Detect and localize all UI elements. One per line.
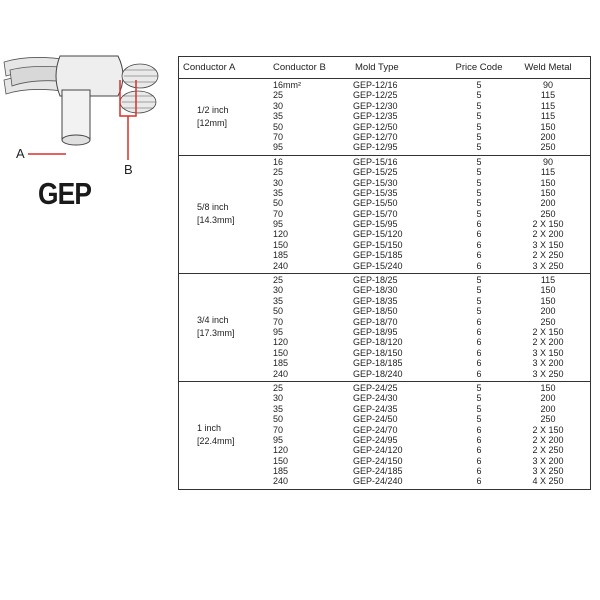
conductor-a-label [197, 314, 235, 340]
mold-type-cell: GEP-24/95 [353, 434, 398, 445]
conductor-a-label [197, 104, 229, 130]
weld-metal-cell: 150 [540, 121, 556, 132]
conductor-b-cell: 150 [273, 239, 289, 250]
header-conductor-b: Conductor B [273, 62, 326, 73]
mold-type-cell: GEP-15/150 [353, 239, 403, 250]
weld-metal-cell: 2 X 250 [532, 250, 564, 261]
conductor-b-cell: 120 [273, 445, 289, 456]
weld-metal-cell: 90 [542, 156, 553, 167]
weld-metal-cell: 150 [540, 187, 556, 198]
conductor-b-cell: 185 [273, 358, 289, 369]
table-row [179, 327, 590, 337]
table-row [179, 132, 590, 142]
table-row [179, 414, 590, 424]
mold-type-cell: GEP-15/35 [353, 187, 398, 198]
table-row [179, 188, 590, 198]
price-code-cell: 6 [476, 445, 482, 456]
weld-metal-cell: 3 X 150 [532, 347, 564, 358]
conductor-a-cell [179, 296, 273, 306]
weld-metal-cell: 200 [540, 403, 556, 414]
mold-type-cell: GEP-12/16 [353, 80, 398, 90]
price-code-cell: 5 [476, 167, 482, 178]
conductor-a-cell [179, 404, 273, 414]
weld-metal-cell: 150 [540, 285, 556, 296]
table-row [179, 369, 590, 379]
weld-metal-cell: 200 [540, 306, 556, 317]
conductor-b-cell: 120 [273, 229, 289, 240]
conductor-b-cell: 120 [273, 337, 289, 348]
table-row [179, 209, 590, 219]
conductor-b-cell: 25 [273, 275, 284, 286]
table-row [179, 317, 590, 327]
weld-metal-cell: 115 [540, 100, 556, 111]
price-code-cell: 6 [476, 260, 482, 271]
mold-type-cell: GEP-15/30 [353, 177, 398, 188]
conductor-b-cell: 70 [273, 208, 284, 219]
mold-type-cell: GEP-18/30 [353, 285, 398, 296]
mold-type-cell: GEP-15/25 [353, 167, 398, 178]
weld-metal-cell: 3 X 200 [532, 358, 564, 369]
price-code-cell: 5 [476, 208, 482, 219]
conductor-a-cell [179, 188, 273, 198]
conductor-a-cell [179, 132, 273, 142]
conductor-a-group [179, 274, 590, 382]
conductor-b-cell: 150 [273, 455, 289, 466]
price-code-cell: 5 [476, 306, 482, 317]
conductor-a-metric: [14.3mm] [197, 215, 235, 226]
conductor-b-cell: 185 [273, 466, 289, 477]
table-row [179, 466, 590, 476]
table-row [179, 219, 590, 229]
price-code-cell: 5 [476, 187, 482, 198]
price-code-cell: 6 [476, 466, 482, 477]
conductor-a-cell [179, 369, 273, 379]
table-row [179, 90, 590, 100]
conductor-b-cell: 16 [273, 156, 284, 167]
conductor-a-metric: [22.4mm] [197, 436, 235, 447]
mold-type-cell: GEP-24/120 [353, 445, 403, 456]
table-row [179, 456, 590, 466]
mold-type-cell: GEP-24/25 [353, 382, 398, 393]
price-code-cell: 6 [476, 229, 482, 240]
weld-metal-cell: 2 X 200 [532, 434, 564, 445]
price-code-cell: 5 [476, 121, 482, 132]
price-code-cell: 6 [476, 434, 482, 445]
weld-metal-cell: 115 [540, 90, 556, 101]
mold-type-cell: GEP-24/150 [353, 455, 403, 466]
price-code-cell: 6 [476, 476, 482, 487]
conductor-a-cell [179, 167, 273, 177]
mold-type-cell: GEP-18/95 [353, 326, 398, 337]
price-code-cell: 6 [476, 326, 482, 337]
conductor-a-group [179, 382, 590, 489]
table-row [179, 250, 590, 260]
conductor-b-cell: 25 [273, 167, 284, 178]
weld-metal-cell: 3 X 150 [532, 239, 564, 250]
weld-metal-cell: 250 [540, 208, 556, 219]
table-row [179, 358, 590, 368]
table-row [179, 425, 590, 435]
mold-type-cell: GEP-12/35 [353, 111, 398, 122]
weld-metal-cell: 3 X 250 [532, 466, 564, 477]
table-row [179, 404, 590, 414]
weld-metal-cell: 2 X 150 [532, 424, 564, 435]
conductor-a-cell [179, 383, 273, 393]
spec-table [178, 56, 591, 490]
weld-metal-cell: 250 [540, 316, 556, 327]
price-code-cell: 6 [476, 239, 482, 250]
mold-type-cell: GEP-15/185 [353, 250, 403, 261]
conductor-b-cell: 30 [273, 100, 284, 111]
mold-type-cell: GEP-12/50 [353, 121, 398, 132]
product-name: GEP [38, 176, 92, 211]
price-code-cell: 5 [476, 100, 482, 111]
price-code-cell: 6 [476, 455, 482, 466]
mold-type-cell: GEP-18/240 [353, 368, 403, 379]
table-row [179, 435, 590, 445]
conductor-a-size: 3/4 inch [197, 315, 229, 326]
conductor-a-cell [179, 80, 273, 90]
mold-type-cell: GEP-24/50 [353, 414, 398, 425]
table-header [179, 57, 590, 79]
mold-type-cell: GEP-15/16 [353, 156, 398, 167]
mold-type-cell: GEP-24/30 [353, 393, 398, 404]
table-row [179, 261, 590, 271]
mold-type-cell: GEP-15/70 [353, 208, 398, 219]
table-row [179, 80, 590, 90]
mold-type-cell: GEP-15/50 [353, 198, 398, 209]
table-row [179, 178, 590, 188]
label-a: A [16, 146, 25, 161]
conductor-b-cell: 240 [273, 368, 289, 379]
price-code-cell: 5 [476, 80, 482, 90]
header-conductor-a: Conductor A [183, 62, 236, 73]
table-row [179, 337, 590, 347]
mold-type-cell: GEP-24/35 [353, 403, 398, 414]
weld-metal-cell: 150 [540, 177, 556, 188]
weld-metal-cell: 115 [540, 275, 556, 286]
conductor-a-cell [179, 142, 273, 152]
conductor-b-cell: 95 [273, 434, 284, 445]
conductor-b-cell: 25 [273, 90, 284, 101]
conductor-a-cell [179, 157, 273, 167]
conductor-a-cell [179, 285, 273, 295]
price-code-cell: 6 [476, 316, 482, 327]
table-row [179, 296, 590, 306]
mold-type-cell: GEP-24/185 [353, 466, 403, 477]
conductor-a-label [197, 201, 235, 227]
weld-metal-cell: 2 X 200 [532, 229, 564, 240]
mold-type-cell: GEP-15/120 [353, 229, 403, 240]
conductor-b-cell: 95 [273, 142, 284, 153]
price-code-cell: 5 [476, 393, 482, 404]
mold-type-cell: GEP-12/30 [353, 100, 398, 111]
conductor-a-size: 5/8 inch [197, 202, 229, 213]
conductor-b-cell: 35 [273, 295, 284, 306]
conductor-a-size: 1 inch [197, 423, 222, 434]
conductor-b-cell: 95 [273, 326, 284, 337]
weld-metal-cell: 200 [540, 393, 556, 404]
table-row [179, 167, 590, 177]
price-code-cell: 6 [476, 368, 482, 379]
conductor-b-cell: 185 [273, 250, 289, 261]
conductor-b-cell: 70 [273, 316, 284, 327]
conductor-b-cell: 35 [273, 187, 284, 198]
conductor-a-metric: [17.3mm] [197, 328, 235, 339]
weld-metal-cell: 200 [540, 198, 556, 209]
table-row [179, 476, 590, 486]
conductor-a-metric: [12mm] [197, 117, 228, 128]
price-code-cell: 6 [476, 337, 482, 348]
table-row [179, 306, 590, 316]
conductor-a-cell [179, 90, 273, 100]
price-code-cell: 5 [476, 275, 482, 286]
table-row [179, 122, 590, 132]
price-code-cell: 5 [476, 382, 482, 393]
conductor-a-cell [179, 456, 273, 466]
table-row [179, 142, 590, 152]
price-code-cell: 5 [476, 403, 482, 414]
weld-metal-cell: 150 [540, 382, 556, 393]
mold-type-cell: GEP-24/240 [353, 476, 403, 487]
conductor-connection-drawing [0, 40, 178, 180]
header-mold-type: Mold Type [355, 62, 399, 73]
mold-type-cell: GEP-18/35 [353, 295, 398, 306]
weld-metal-cell: 3 X 250 [532, 260, 564, 271]
conductor-b-cell: 35 [273, 403, 284, 414]
table-row [179, 383, 590, 393]
table-row [179, 229, 590, 239]
weld-metal-cell: 3 X 200 [532, 455, 564, 466]
conductor-b-cell: 16mm² [273, 80, 302, 90]
conductor-a-group [179, 79, 590, 156]
weld-metal-cell: 250 [540, 414, 556, 425]
weld-metal-cell: 4 X 250 [532, 476, 564, 487]
table-row [179, 275, 590, 285]
conductor-b-cell: 30 [273, 393, 284, 404]
conductor-b-cell: 50 [273, 121, 284, 132]
conductor-b-cell: 25 [273, 382, 284, 393]
conductor-b-cell: 70 [273, 424, 284, 435]
conductor-b-cell: 50 [273, 306, 284, 317]
conductor-a-cell [179, 393, 273, 403]
weld-metal-cell: 3 X 250 [532, 368, 564, 379]
mold-type-cell: GEP-18/25 [353, 275, 398, 286]
weld-metal-cell: 200 [540, 131, 556, 142]
conductor-a-cell [179, 178, 273, 188]
conductor-b-cell: 70 [273, 131, 284, 142]
label-b: B [124, 162, 133, 177]
table-row [179, 101, 590, 111]
conductor-b-cell: 30 [273, 177, 284, 188]
weld-metal-cell: 90 [542, 80, 553, 90]
weld-metal-cell: 2 X 150 [532, 326, 564, 337]
table-row [179, 111, 590, 121]
price-code-cell: 6 [476, 358, 482, 369]
conductor-a-label [197, 422, 235, 448]
conductor-a-cell [179, 358, 273, 368]
conductor-b-cell: 30 [273, 285, 284, 296]
mold-type-cell: GEP-18/120 [353, 337, 403, 348]
header-price-code: Price Code [455, 62, 503, 73]
mold-type-cell: GEP-12/95 [353, 142, 398, 153]
mold-type-cell: GEP-18/70 [353, 316, 398, 327]
table-row [179, 240, 590, 250]
conductor-a-cell [179, 240, 273, 250]
mold-type-cell: GEP-15/240 [353, 260, 403, 271]
price-code-cell: 5 [476, 142, 482, 153]
table-row [179, 157, 590, 167]
price-code-cell: 5 [476, 414, 482, 425]
conductor-a-group [179, 156, 590, 274]
table-row [179, 285, 590, 295]
table-row [179, 445, 590, 455]
weld-metal-cell: 115 [540, 167, 556, 178]
conductor-a-cell [179, 250, 273, 260]
price-code-cell: 5 [476, 285, 482, 296]
conductor-a-cell [179, 261, 273, 271]
price-code-cell: 5 [476, 177, 482, 188]
price-code-cell: 5 [476, 156, 482, 167]
conductor-b-cell: 50 [273, 414, 284, 425]
mold-type-cell: GEP-18/185 [353, 358, 403, 369]
weld-metal-cell: 2 X 200 [532, 337, 564, 348]
mold-type-cell: GEP-12/25 [353, 90, 398, 101]
mold-type-cell: GEP-24/70 [353, 424, 398, 435]
weld-metal-cell: 2 X 250 [532, 445, 564, 456]
mold-type-cell: GEP-18/50 [353, 306, 398, 317]
price-code-cell: 6 [476, 424, 482, 435]
table-row [179, 348, 590, 358]
conductor-a-cell [179, 476, 273, 486]
weld-metal-cell: 150 [540, 295, 556, 306]
table-row [179, 393, 590, 403]
table-row [179, 198, 590, 208]
price-code-cell: 5 [476, 131, 482, 142]
weld-metal-cell: 250 [540, 142, 556, 153]
conductor-a-size: 1/2 inch [197, 104, 229, 115]
price-code-cell: 5 [476, 295, 482, 306]
conductor-a-cell [179, 466, 273, 476]
conductor-b-cell: 240 [273, 260, 289, 271]
conductor-b-cell: 50 [273, 198, 284, 209]
conductor-b-cell: 35 [273, 111, 284, 122]
weld-metal-cell: 2 X 150 [532, 219, 564, 230]
weld-metal-cell: 115 [540, 111, 556, 122]
price-code-cell: 5 [476, 90, 482, 101]
price-code-cell: 5 [476, 111, 482, 122]
mold-type-cell: GEP-15/95 [353, 219, 398, 230]
price-code-cell: 6 [476, 347, 482, 358]
conductor-a-cell [179, 229, 273, 239]
conductor-b-cell: 240 [273, 476, 289, 487]
conductor-a-cell [179, 275, 273, 285]
price-code-cell: 5 [476, 198, 482, 209]
header-weld-metal: Weld Metal [524, 62, 572, 73]
mold-type-cell: GEP-12/70 [353, 131, 398, 142]
mold-type-cell: GEP-18/150 [353, 347, 403, 358]
conductor-a-cell [179, 348, 273, 358]
conductor-b-cell: 150 [273, 347, 289, 358]
conductor-b-cell: 95 [273, 219, 284, 230]
price-code-cell: 6 [476, 250, 482, 261]
price-code-cell: 6 [476, 219, 482, 230]
